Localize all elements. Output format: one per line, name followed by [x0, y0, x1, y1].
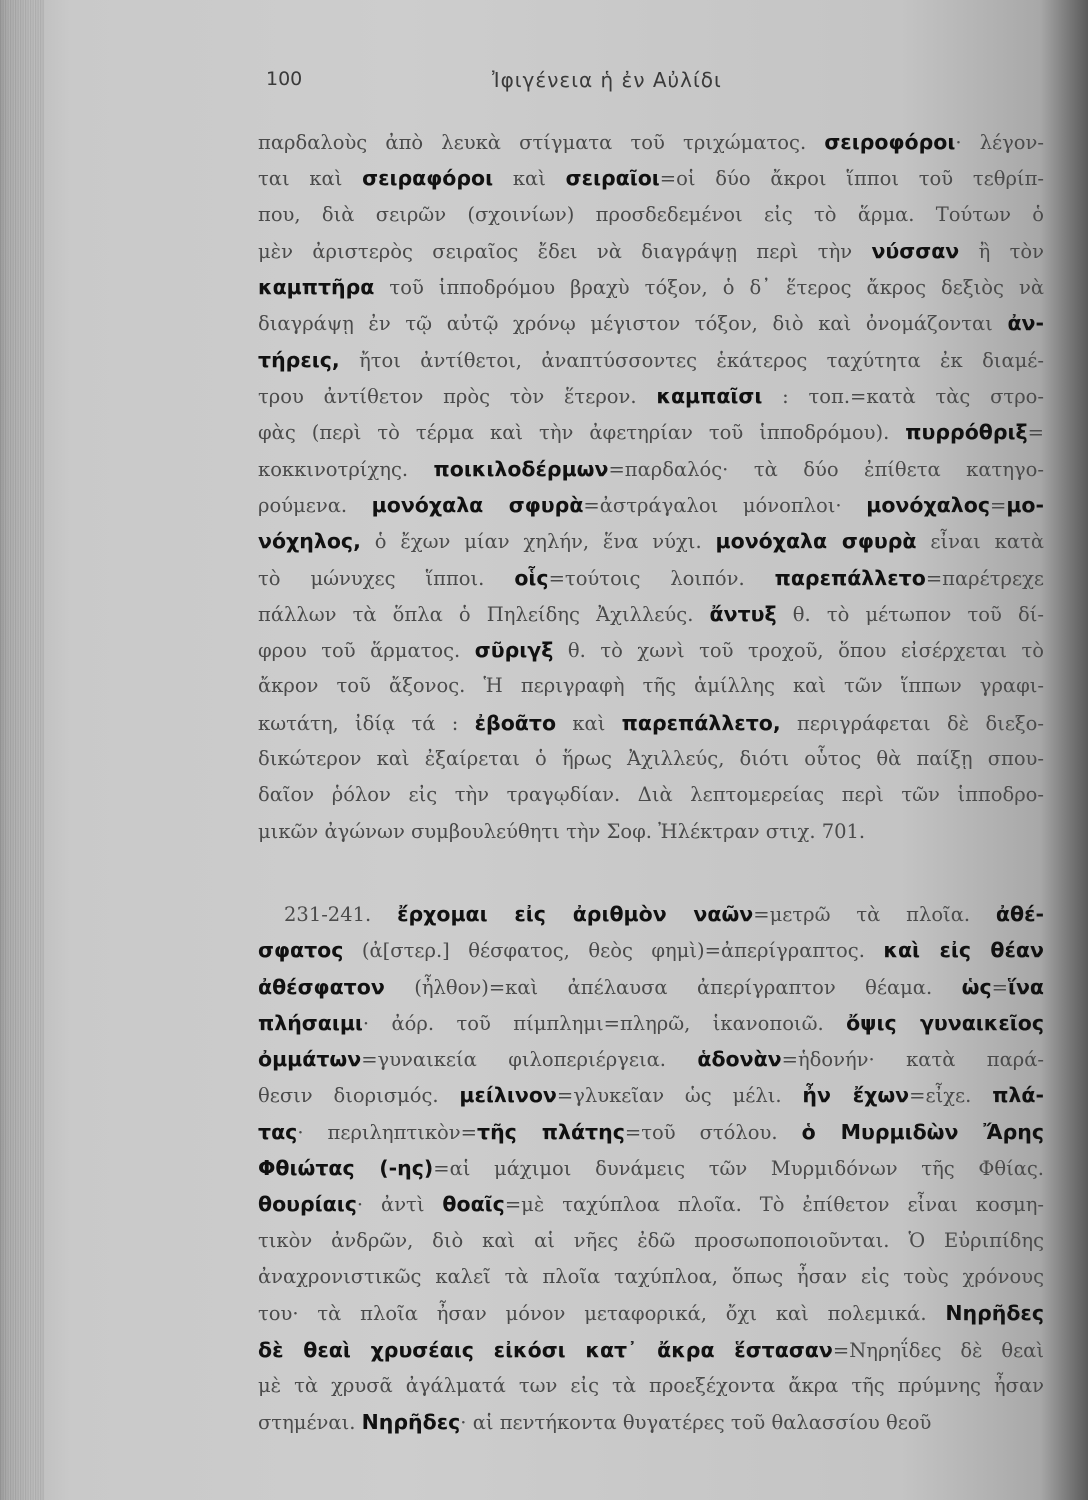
text-line	[258, 932, 1044, 968]
text-line	[258, 969, 1044, 1005]
gloss-text: ἄκρον τοῦ ἄξονος. Ἡ περιγραφὴ τῆς ἁμίλλης καὶ τῶν ἵππων γραφι-	[258, 674, 1044, 698]
gloss-text: θ. τὸ μέτωπον τοῦ δί-	[776, 602, 1044, 626]
gloss-text: κοκκινοτρίχης.	[258, 457, 434, 481]
lemma-term: Νηρῆδες	[361, 1410, 461, 1435]
gloss-text: φρου τοῦ ἅρματος.	[258, 639, 475, 663]
gloss-text: θ. τὸ χωνὶ τοῦ τροχοῦ, ὅπου εἰσέρχεται τὸ	[553, 639, 1044, 663]
gloss-text: τὸ μώνυχες ἵπποι.	[258, 566, 515, 590]
lemma-term: ἀθέσφατον	[258, 974, 385, 999]
text-line	[258, 560, 1044, 596]
gloss-text: καὶ	[493, 167, 566, 191]
gloss-text: =οἱ δύο ἄκροι ἵπποι τοῦ τεθρίπ-	[659, 167, 1044, 191]
text-line	[258, 1404, 1044, 1440]
text-line	[258, 1186, 1044, 1222]
text-line	[258, 814, 1044, 850]
gloss-text: εἶναι κατὰ	[916, 530, 1044, 554]
lemma-term: θουρίαις	[258, 1192, 357, 1217]
gloss-text: =γυναικεία φιλοπεριέργεια.	[361, 1048, 698, 1072]
text-line	[258, 705, 1044, 741]
gloss-text: τρου ἀντίθετον πρὸς τὸν ἕτερον.	[258, 385, 657, 409]
text-line	[258, 124, 1044, 160]
lemma-term: οἷς	[514, 565, 549, 590]
gloss-text: πάλλων τὰ ὅπλα ὁ Πηλείδης Ἀχιλλεύς.	[258, 602, 710, 626]
gloss-text: (ἀ[στερ.] θέσφατος, θεὸς φημὶ)=ἀπερίγραπτος.	[343, 939, 884, 963]
text-line	[258, 1005, 1044, 1041]
lemma-term: παρεπάλλετο,	[621, 710, 781, 735]
gloss-text: =εἶχε.	[909, 1084, 993, 1108]
gloss-text: =μετρῶ τὰ πλοῖα.	[753, 902, 996, 926]
text-line	[258, 414, 1044, 450]
lemma-term: σφατος	[258, 938, 344, 963]
gloss-text: =ἡδονήν· κατὰ παρά-	[781, 1048, 1044, 1072]
lemma-term: σειραῖοι	[565, 166, 660, 191]
text-line	[258, 1114, 1044, 1150]
gloss-text: =τούτοις λοιπόν.	[548, 566, 775, 590]
gloss-text: 231-241.	[284, 902, 398, 926]
text-line	[258, 668, 1044, 704]
lemma-term: ἁδονὰν	[697, 1047, 782, 1072]
gloss-text: στημέναι.	[258, 1411, 362, 1435]
lemma-term: σειροφόροι	[824, 130, 956, 154]
text-line	[258, 632, 1044, 668]
body-text	[258, 124, 1044, 1440]
gloss-text: ὁ ἔχων μίαν χηλήν, ἕνα νύχι.	[360, 530, 716, 554]
gloss-text: =ἀστράγαλοι μόνοπλοι·	[583, 493, 867, 517]
lemma-term: ἦν ἔχων	[802, 1083, 910, 1108]
lemma-term: παρεπάλλετο	[774, 565, 926, 590]
lemma-term: καὶ εἰς θέαν	[883, 938, 1044, 963]
gloss-text: =αἱ μάχιμοι δυνάμεις τῶν Μυρμιδόνων τῆς Φθίας.	[433, 1157, 1044, 1181]
gloss-text: =τοῦ στόλου.	[624, 1120, 802, 1144]
lemma-term: τας	[258, 1119, 298, 1144]
text-line	[258, 451, 1044, 487]
lemma-term: Φθιώτας (-ης)	[258, 1156, 434, 1181]
gloss-text: ἀναχρονιστικῶς καλεῖ τὰ πλοῖα ταχύπλοα, ὅπως ἦσαν εἰς τοὺς χρόνους	[258, 1264, 1044, 1288]
text-line	[258, 1077, 1044, 1113]
lemma-term: ἵνα	[1007, 974, 1044, 999]
lemma-term: τῆς πλάτης	[476, 1119, 625, 1144]
text-line	[258, 269, 1044, 305]
gloss-text: =γλυκεῖαν ὡς μέλι.	[556, 1084, 803, 1108]
gloss-text: · ἀόρ. τοῦ πίμπλημι=πληρῶ, ἱκανοποιῶ.	[362, 1011, 847, 1035]
text-line	[258, 1259, 1044, 1295]
text-line	[258, 896, 1044, 932]
text-line	[258, 487, 1044, 523]
text-line	[258, 741, 1044, 777]
gloss-text: =	[991, 975, 1008, 999]
gloss-text: ρούμενα.	[258, 493, 372, 517]
text-line	[258, 197, 1044, 233]
text-line	[258, 342, 1044, 378]
lemma-term: σῦριγξ	[474, 638, 554, 663]
gloss-text: : τοπ.=κατὰ τὰς στρο-	[762, 385, 1044, 409]
lemma-term: πλά-	[992, 1083, 1044, 1108]
lemma-term: ἐβοᾶτο	[474, 710, 557, 735]
lemma-term: ὡς	[961, 974, 992, 999]
text-line	[258, 1041, 1044, 1077]
gloss-text: καὶ	[556, 711, 622, 735]
lemma-term: καμπτῆρα	[258, 275, 375, 300]
commentary-paragraph-2	[258, 896, 1044, 1440]
gloss-text: ἢ τὸν	[959, 239, 1044, 263]
lemma-term: Νηρῆδες	[945, 1301, 1044, 1326]
lemma-term: ὀμμάτων	[258, 1047, 362, 1072]
gloss-text: · περιληπτικὸν=	[297, 1120, 477, 1144]
lemma-term: ἀν-	[1007, 311, 1044, 336]
paragraph-gap	[258, 850, 1044, 896]
lemma-term: πυρρόθριξ	[905, 420, 1028, 445]
text-line	[258, 233, 1044, 269]
text-line	[258, 1332, 1044, 1368]
gloss-text: · αἱ πεντήκοντα θυγατέρες τοῦ θαλασσίου θεοῦ	[460, 1411, 932, 1435]
gloss-text: ται καὶ	[258, 167, 363, 191]
gloss-text: δικώτερον καὶ ἐξαίρεται ὁ ἥρως Ἀχιλλεύς, διότι οὗτος θὰ παίξῃ σπου-	[258, 747, 1044, 771]
lemma-term: νόχηλος,	[258, 529, 361, 554]
gloss-text: δαῖον ῥόλον εἰς τὴν τραγῳδίαν. Διὰ λεπτομερείας περὶ τῶν ἱπποδρο-	[258, 783, 1044, 807]
lemma-term: μο-	[1006, 492, 1044, 517]
lemma-term: νύσσαν	[871, 238, 960, 263]
gloss-text: θεσιν διορισμός.	[258, 1084, 460, 1108]
gloss-text: (ἦλθον)=καὶ ἀπέλαυσα ἀπερίγραπτον θέαμα.	[384, 975, 962, 999]
gloss-text: παρδαλοὺς ἀπὸ λευκὰ στίγματα τοῦ τριχώματος.	[258, 131, 825, 154]
text-line	[258, 1223, 1044, 1259]
text-line	[258, 523, 1044, 559]
gloss-text: περιγράφεται δὲ διεξο-	[780, 711, 1044, 735]
text-line	[258, 1368, 1044, 1404]
gloss-text: διαγράψῃ ἐν τῷ αὐτῷ χρόνῳ μέγιστον τόξον, διὸ καὶ ὀνομάζονται	[258, 312, 1008, 336]
gloss-text: κωτάτη, ἰδίᾳ τά :	[258, 711, 475, 735]
commentary-paragraph-1	[258, 124, 1044, 850]
text-line	[258, 305, 1044, 341]
lemma-term: μονόχαλα σφυρὰ	[371, 492, 584, 517]
gloss-text: =παρέτρεχε	[925, 566, 1044, 590]
gloss-text: τοῦ ἱπποδρόμου βραχὺ τόξον, ὁ δ᾽ ἕτερος ἄκρος δεξιὸς νὰ	[374, 276, 1044, 300]
gloss-text: μὲ τὰ χρυσᾶ ἀγάλματά των εἰς τὰ προεξέχοντα ἄκρα τῆς πρύμνης ἦσαν	[258, 1373, 1044, 1397]
lemma-term: πλήσαιμι	[258, 1010, 363, 1035]
lemma-term: μονόχαλος	[866, 492, 990, 517]
gloss-text: που, διὰ σειρῶν (σχοινίων) προσδεδεμένοι εἰς τὸ ἅρμα. Τούτων ὁ	[258, 202, 1044, 226]
lemma-term: θοαῖς	[442, 1192, 505, 1217]
gloss-text: του· τὰ πλοῖα ἦσαν μόνον μεταφορικά, ὄχι καὶ πολεμικά.	[258, 1302, 946, 1326]
text-line	[258, 596, 1044, 632]
lemma-term: ποικιλοδέρμων	[433, 456, 609, 481]
lemma-term: ἀθέ-	[995, 901, 1044, 926]
gloss-text: =παρδαλός· τὰ δύο ἐπίθετα κατηγο-	[608, 457, 1044, 481]
gloss-text: =μὲ ταχύπλοα πλοῖα. Τὸ ἐπίθετον εἶναι κοσμη-	[504, 1193, 1044, 1217]
page-edge-stack	[0, 0, 44, 1500]
gloss-text: μὲν ἀριστερὸς σειραῖος ἔδει νὰ διαγράψῃ περὶ τὴν	[258, 239, 872, 263]
page-header	[0, 68, 1088, 98]
lemma-term: τήρεις,	[258, 347, 340, 372]
gloss-text: ἤτοι ἀντίθετοι, ἀναπτύσσοντες ἑκάτερος ταχύτητα ἐκ διαμέ-	[339, 348, 1044, 372]
gloss-text: τικὸν ἀνδρῶν, διὸ καὶ αἱ νῆες ἐδῶ προσωποποιοῦνται. Ὁ Εὐριπίδης	[258, 1228, 1044, 1252]
gloss-text: μικῶν ἀγώνων συμβουλεύθητι τὴν Σοφ. Ἠλέκτραν στιχ. 701.	[258, 819, 866, 843]
text-line	[258, 378, 1044, 414]
gloss-text: =Νηρηΐδες δὲ θεαὶ	[832, 1338, 1044, 1362]
lemma-term: μονόχαλα σφυρὰ	[715, 529, 917, 554]
gloss-text: =	[989, 493, 1007, 517]
lemma-term: ὁ Μυρμιδὼν Ἄρης	[801, 1119, 1044, 1144]
lemma-term: καμπαῖσι	[656, 384, 763, 409]
lemma-term: ὄψις γυναικεῖος	[846, 1010, 1044, 1035]
text-line	[258, 160, 1044, 196]
lemma-term: σειραφόροι	[362, 166, 494, 191]
page-number: 100	[266, 68, 303, 90]
lemma-term: ἔρχομαι εἰς ἀριθμὸν ναῶν	[397, 901, 754, 926]
text-line	[258, 1150, 1044, 1186]
lemma-term: δὲ θεαὶ χρυσέαις εἰκόσι κατ᾽ ἄκρα ἕστασαν	[258, 1337, 833, 1362]
gloss-text: · ἀντὶ	[356, 1193, 443, 1217]
gloss-text: =	[1027, 421, 1044, 445]
text-line	[258, 1295, 1044, 1331]
gloss-text: φὰς (περὶ τὸ τέρμα καὶ τὴν ἀφετηρίαν τοῦ ἱπποδρόμου).	[258, 421, 906, 445]
text-line	[258, 777, 1044, 813]
lemma-term: μείλινον	[459, 1083, 557, 1108]
lemma-term: ἄντυξ	[709, 601, 777, 626]
running-title: Ἰφιγένεια ἡ ἐν Αὐλίδι	[492, 68, 722, 92]
gloss-text: · λέγον-	[955, 131, 1044, 154]
